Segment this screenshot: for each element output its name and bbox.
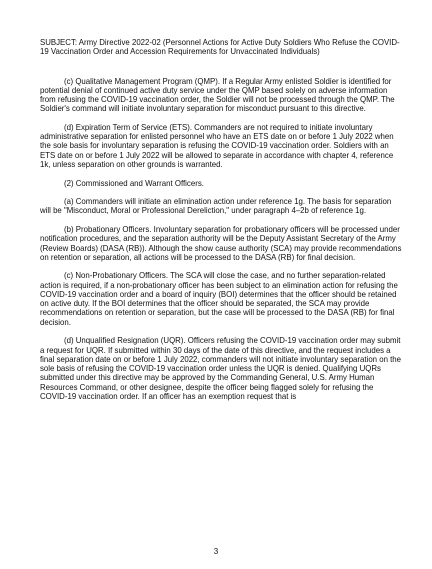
paragraph-ets: (d) Expiration Term of Service (ETS). Commanders are not required to initiate involuntary administrative separation for enlisted personnel who have an ETS date on or before 1 July 2022 when the sole basis for involuntary separation is refusing the COVID-19 vaccination order. Soldiers with an ETS date on or before 1 July 2022 will be allowed to separate in accordance with chapter 4, reference 1k, unless separation on other grounds is warranted. <box>40 122 394 169</box>
paragraph-probationary-officers: (b) Probationary Officers. Involuntary separation for probationary officers will be processed under notification procedures, and the separation authority will be the Deputy Assistant Secretary of the Army (Review Boards) (DASA (RB)). Although the show cause authority (SCA) may provide recommendations on retention or separation, all actions will be processed to the DASA (RB) for final decision. <box>40 225 402 262</box>
paragraph-elimination-action: (a) Commanders will initiate an elimination action under reference 1g. The basis for separation will be "Misconduct, Moral or Professional Dereliction," under paragraph 4–2b of reference 1g. <box>40 197 392 216</box>
heading-commissioned-warrant-officers: (2) Commissioned and Warrant Officers. <box>64 178 204 188</box>
subject-line: SUBJECT: Army Directive 2022-02 (Personnel Actions for Active Duty Soldiers Who Refuse the COVID-19 Vaccination Order and Accession Requirements for Unvaccinated Individuals) <box>40 38 400 57</box>
paragraph-non-probationary-officers: (c) Non-Probationary Officers. The SCA will close the case, and no further separation-related action is required, if a non-probationary officer has been subject to an elimination action for refusing the COVID-19 vaccination order and a board of inquiry (BOI) determines that the officer should be retained on active duty. If the BOI determines that the officer should be separated, the SCA may provide recommendations on retention or separation, but the case will be processed to the DASA (RB) for final decision. <box>40 271 398 327</box>
paragraph-qmp: (c) Qualitative Management Program (QMP). If a Regular Army enlisted Soldier is identified for potential denial of continued active duty service under the QMP based solely on adverse information from refusing the COVID-19 vaccination order, the Soldier will not be processed through the QMP. The Soldier's command will initiate involuntary separation for misconduct pursuant to this directive. <box>40 76 395 114</box>
page-number: 3 <box>213 547 219 556</box>
paragraph-unqualified-resignation: (d) Unqualified Resignation (UQR). Officers refusing the COVID-19 vaccination order may submit a request for UQR. If submitted within 30 days of the date of this directive, and the request includes a final separation date on or before 1 July 2022, commanders will not initiate involuntary separation on the sole basis of refusing the COVID-19 vaccination order unless the UQR is denied. Qualifying UQRs submitted under this directive may be approved by the Commanding General, U.S. Army Human Resources Command, or other designee, despite the officer being flagged solely for refusing the COVID-19 vaccination order. If an officer has an exemption request that is <box>40 336 402 401</box>
